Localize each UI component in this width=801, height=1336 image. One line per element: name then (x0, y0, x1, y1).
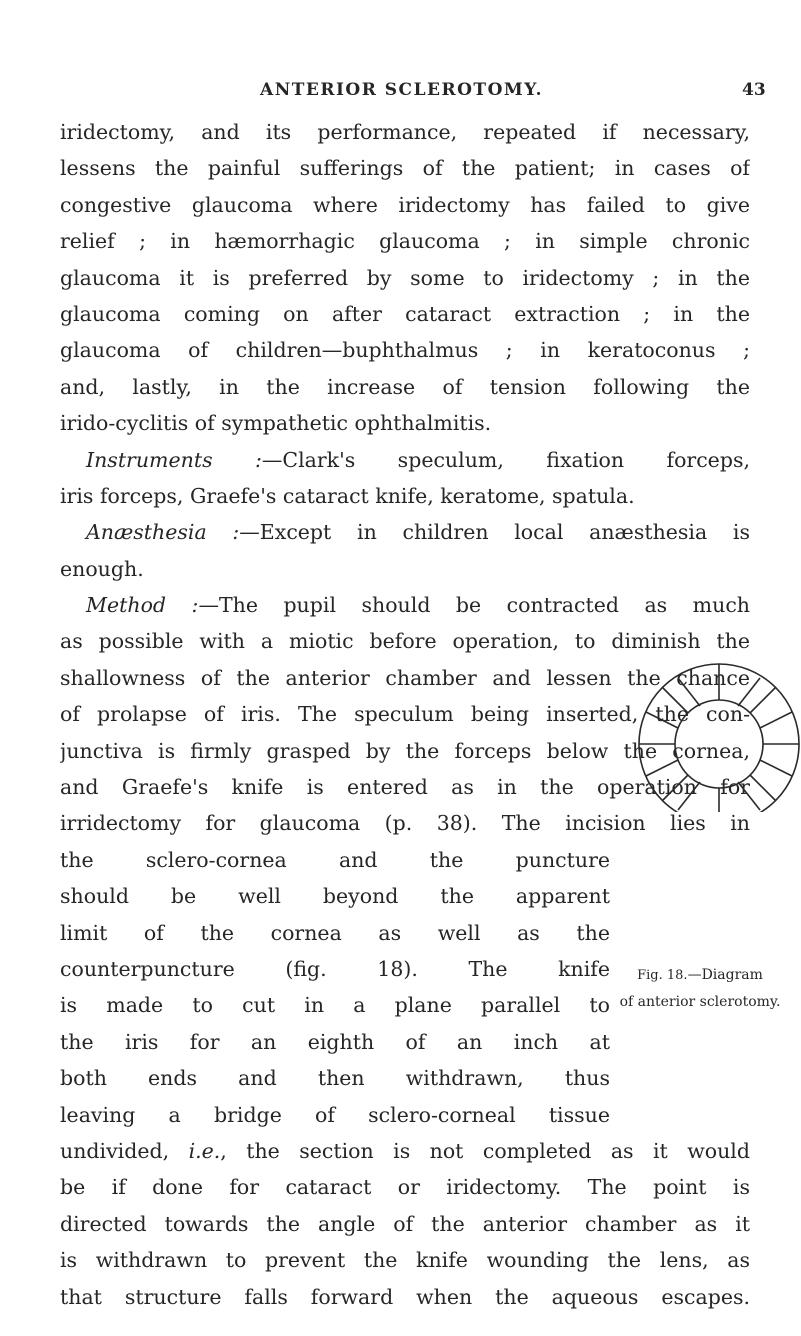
text-line: glaucoma of children—buphthalmus ; in keratoconus ; (60, 338, 750, 363)
caption-text: —Diagram (687, 967, 763, 983)
spoke-upper-left (662, 687, 688, 713)
text-line: is withdrawn to prevent the knife wounding the lens, as (60, 1248, 750, 1273)
text-line: enough. (60, 556, 144, 581)
text-line (60, 1133, 750, 1169)
anaesthesia-paragraph (60, 514, 750, 550)
text-line: counterpuncture (fig. 18). The knife (60, 956, 610, 981)
spoke-lower-left (662, 775, 688, 801)
text-line: the sclero-cornea and the puncture (60, 847, 610, 872)
incision-lower-right (738, 782, 760, 810)
text-line: both ends and then withdrawn, thus (60, 1066, 610, 1091)
instruments-heading: Instruments : (86, 447, 262, 472)
running-head: ANTERIOR SCLEROTOMY. (260, 80, 544, 100)
text-line: irridectomy for glaucoma (p. 38). The incision lies in (60, 811, 750, 836)
text-line: lessens the painful sufferings of the patient; in cases of (60, 156, 750, 181)
text-line: irido-cyclitis of sympathetic ophthalmitis. (60, 411, 492, 436)
figure-number: Fig. 18. (637, 968, 688, 983)
text-line: of prolapse of iris. The speculum being inserted, the con- (60, 702, 750, 727)
inner-circle (675, 700, 763, 788)
incision-left-lower (646, 760, 678, 776)
sclerotomy-diagram (636, 642, 801, 832)
text-line: iris forceps, Graefe's cataract knife, keratome, spatula. (60, 483, 635, 508)
incision-upper-right (738, 678, 760, 706)
incision-left-upper (646, 712, 678, 728)
caption-line-1 (605, 962, 795, 989)
caption-line-2: of anterior sclerotomy. (619, 994, 781, 1010)
text-line: that structure falls forward when the aqueous escapes. (60, 1284, 750, 1309)
text-line: should be well beyond the apparent (60, 884, 610, 909)
text-line: the iris for an eighth of an inch at (60, 1029, 610, 1054)
text-line: and Graefe's knife is entered as in the operation for (60, 775, 750, 800)
text-line: congestive glaucoma where iridectomy has failed to give (60, 192, 750, 217)
spoke-lower-right (750, 775, 776, 801)
text-line: directed towards the angle of the anterior chamber as it (60, 1211, 750, 1236)
text-line: and, lastly, in the increase of tension following the (60, 374, 750, 399)
incision-right-upper (760, 712, 792, 728)
incision-lower-left (678, 782, 700, 810)
text-line: shallowness of the anterior chamber and lessen the chance (60, 665, 750, 690)
text-line: is made to cut in a plane parallel to (60, 993, 610, 1018)
method-text: —The pupil should be contracted as much (198, 593, 750, 618)
text-line: limit of the cornea as well as the (60, 920, 610, 945)
instruments-text: —Clark's speculum, fixation forceps, (261, 447, 750, 472)
spoke-upper-right (750, 687, 776, 713)
incision-upper-left (678, 678, 700, 706)
anaesthesia-heading: Anæsthesia : (86, 520, 240, 545)
text-line: as possible with a miotic before operation, to diminish the (60, 629, 750, 654)
text-line: relief ; in hæmorrhagic glaucoma ; in simple chronic (60, 229, 750, 254)
diagram-drawing (636, 642, 801, 812)
text-line: glaucoma coming on after cataract extraction ; in the (60, 301, 750, 326)
method-paragraph (60, 587, 750, 623)
text-line: glaucoma it is preferred by some to iridectomy ; in the (60, 265, 750, 290)
text-line: junctiva is firmly grasped by the forceps below the cornea, (60, 738, 750, 763)
incision-right-lower (760, 760, 792, 776)
page-number: 43 (742, 80, 766, 100)
text-line: leaving a bridge of sclero-corneal tissue (60, 1102, 610, 1127)
figure-caption (605, 962, 795, 1016)
text-span: undivided, (60, 1138, 170, 1163)
text-line: iridectomy, and its performance, repeated if necessary, (60, 120, 750, 144)
text-line: be if done for cataract or iridectomy. The point is (60, 1175, 750, 1200)
method-heading: Method : (86, 593, 199, 618)
instruments-paragraph (60, 442, 750, 478)
anaesthesia-text: —Except in children local anæsthesia is (239, 520, 750, 545)
running-header (0, 80, 801, 112)
ie-abbreviation: i.e. (188, 1138, 221, 1163)
text-span: , the section is not completed as it would (220, 1138, 750, 1163)
